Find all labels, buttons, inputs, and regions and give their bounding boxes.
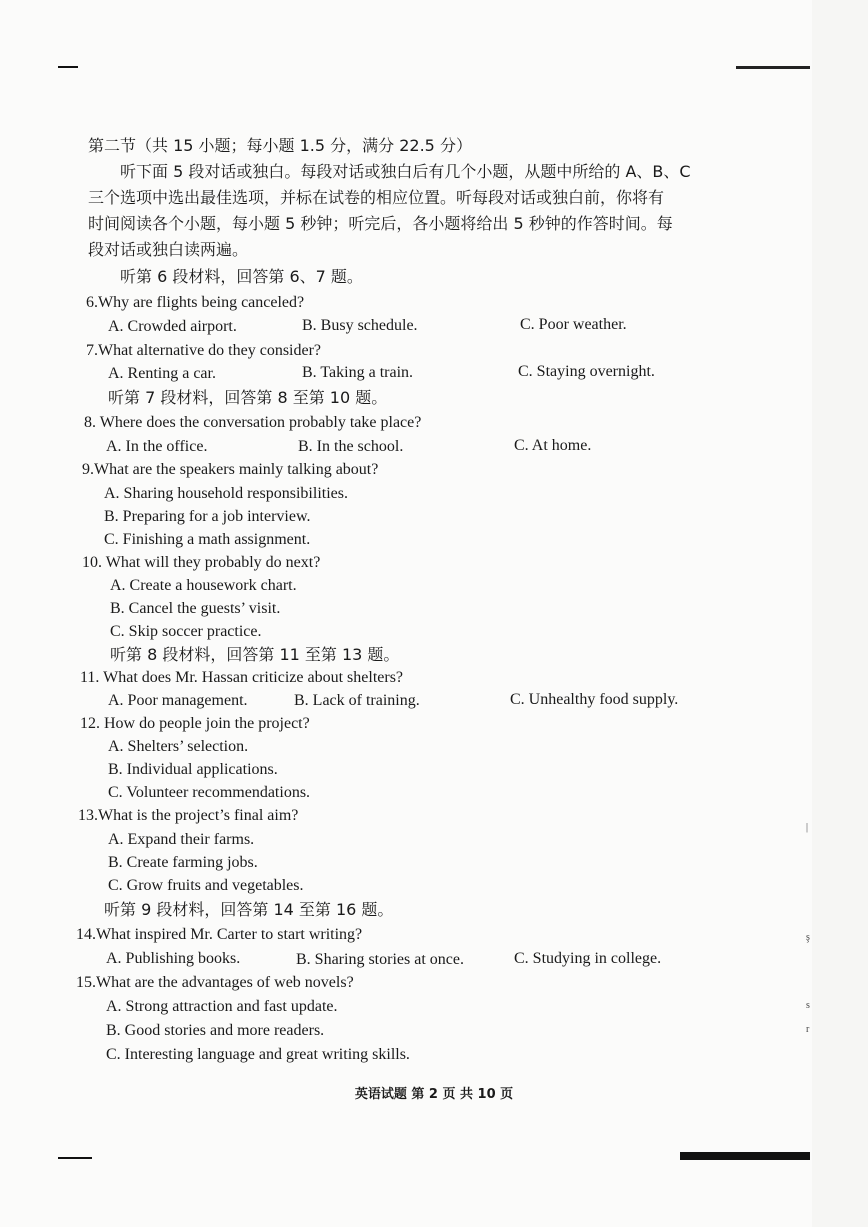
- option-c: C. Skip soccer practice.: [110, 623, 262, 640]
- option-a: A. Expand their farms.: [108, 831, 255, 848]
- option-a: A. Strong attraction and fast update.: [106, 998, 338, 1015]
- scan-speck: s: [806, 1000, 810, 1011]
- question-stem: 11. What does Mr. Hassan criticize about shelters?: [80, 669, 404, 686]
- question-stem: 15.What are the advantages of web novels?: [76, 974, 354, 991]
- option-b: B. Sharing stories at once.: [296, 951, 464, 968]
- material-header: 听第 8 段材料，回答第 11 至第 13 题。: [110, 645, 400, 664]
- question-stem: 10. What will they probably do next?: [82, 554, 321, 571]
- option-c: C. Volunteer recommendations.: [108, 784, 311, 801]
- page-footer: 英语试题 第 2 页 共 10 页: [354, 1087, 514, 1102]
- instructions-line-4: 段对话或独白读两遍。: [88, 240, 249, 259]
- material-header: 听第 9 段材料，回答第 14 至第 16 题。: [104, 900, 394, 919]
- option-a: A. In the office.: [106, 438, 208, 455]
- scan-mark-top-left: [58, 66, 78, 68]
- question-stem: 7.What alternative do they consider?: [86, 342, 322, 359]
- question-stem: 13.What is the project’s final aim?: [78, 807, 299, 824]
- option-c: C. Unhealthy food supply.: [510, 691, 679, 708]
- question-stem: 9.What are the speakers mainly talking about?: [82, 461, 379, 478]
- option-a: A. Poor management.: [108, 692, 248, 709]
- instructions-line-1: 听下面 5 段对话或独白。每段对话或独白后有几个小题，从题中所给的 A、B、C: [120, 162, 691, 181]
- option-c: C. Staying overnight.: [518, 363, 655, 380]
- option-b: B. Lack of training.: [294, 692, 420, 709]
- scan-mark-bottom-left: [58, 1157, 92, 1159]
- option-a: A. Crowded airport.: [108, 318, 237, 335]
- material-header: 听第 7 段材料，回答第 8 至第 10 题。: [108, 388, 388, 407]
- option-b: B. Taking a train.: [302, 364, 414, 381]
- option-c: C. Studying in college.: [514, 950, 662, 967]
- scan-mark-bottom-right: [680, 1152, 810, 1160]
- material-header: 听第 6 段材料，回答第 6、7 题。: [120, 267, 363, 286]
- option-a: A. Create a housework chart.: [110, 577, 297, 594]
- option-b: B. Create farming jobs.: [108, 854, 258, 871]
- option-b: B. Good stories and more readers.: [106, 1022, 325, 1039]
- option-c: C. Interesting language and great writing skills.: [106, 1046, 410, 1063]
- option-a: A. Shelters’ selection.: [108, 738, 249, 755]
- scan-speck: ş: [806, 932, 810, 943]
- scan-speck: |: [806, 822, 809, 833]
- question-stem: 12. How do people join the project?: [80, 715, 310, 732]
- option-b: B. Cancel the guests’ visit.: [110, 600, 281, 617]
- question-stem: 6.Why are flights being canceled?: [86, 294, 305, 311]
- option-b: B. In the school.: [298, 438, 404, 455]
- option-b: B. Preparing for a job interview.: [104, 508, 311, 525]
- option-b: B. Individual applications.: [108, 761, 278, 778]
- scan-speck: r: [806, 1024, 810, 1035]
- question-stem: 8. Where does the conversation probably take place?: [84, 414, 422, 431]
- instructions-line-3: 时间阅读各个小题，每小题 5 秒钟；听完后，各小题将给出 5 秒钟的作答时间。每: [88, 214, 673, 233]
- scan-mark-top-right: [736, 66, 810, 69]
- scan-edge: [812, 0, 868, 1227]
- option-c: C. Poor weather.: [520, 316, 627, 333]
- section-heading: 第二节（共 15 小题；每小题 1.5 分，满分 22.5 分）: [88, 136, 472, 155]
- option-c: C. Finishing a math assignment.: [104, 531, 311, 548]
- question-stem: 14.What inspired Mr. Carter to start writing?: [76, 926, 363, 943]
- option-b: B. Busy schedule.: [302, 317, 418, 334]
- option-a: A. Publishing books.: [106, 950, 241, 967]
- option-a: A. Sharing household responsibilities.: [104, 485, 348, 502]
- instructions-line-2: 三个选项中选出最佳选项，并标在试卷的相应位置。听每段对话或独白前，你将有: [88, 188, 665, 207]
- option-c: C. At home.: [514, 437, 592, 454]
- option-a: A. Renting a car.: [108, 365, 216, 382]
- option-c: C. Grow fruits and vegetables.: [108, 877, 304, 894]
